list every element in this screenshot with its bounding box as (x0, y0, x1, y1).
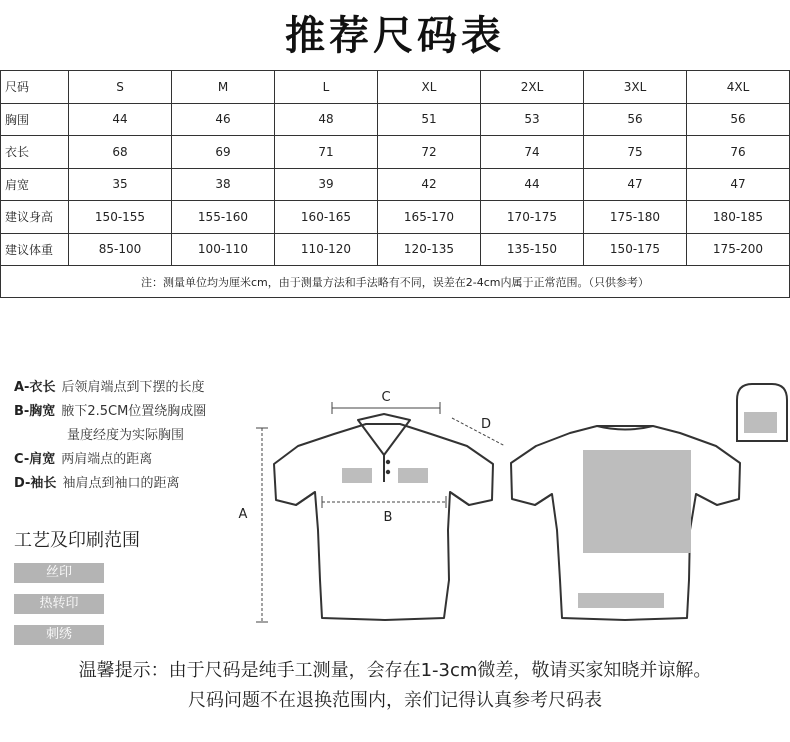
table-cell: 56 (687, 103, 790, 136)
table-header-cell: 3XL (584, 71, 687, 104)
table-cell: 74 (481, 136, 584, 169)
front-button (386, 470, 390, 474)
hem-print-area (578, 593, 664, 608)
table-cell: 68 (69, 136, 172, 169)
cap-outline (737, 384, 787, 441)
table-header-cell: S (69, 71, 172, 104)
table-cell: 衣长 (1, 136, 69, 169)
legend-text: 后领肩端点到下摆的长度 (61, 380, 205, 395)
table-cell: 48 (275, 103, 378, 136)
legend-key: B-胸宽 (14, 404, 56, 419)
table-cell: 38 (172, 168, 275, 201)
legend-text: 腋下2.5CM位置绕胸成圈 (61, 404, 207, 419)
legend-key: C-肩宽 (14, 452, 56, 467)
measure-label-b: B (383, 510, 393, 525)
table-cell: 120-135 (378, 233, 481, 266)
back-print-area (583, 450, 691, 553)
table-cell: 175-200 (687, 233, 790, 266)
table-header-cell: L (275, 71, 378, 104)
table-cell: 35 (69, 168, 172, 201)
legend-text: 袖肩点到袖口的距离 (62, 476, 180, 491)
craft-badge-embroidery: 刺绣 (14, 625, 104, 645)
table-cell: 44 (69, 103, 172, 136)
table-cell: 胸围 (1, 103, 69, 136)
measure-label-d: D (480, 417, 492, 432)
table-cell: 44 (481, 168, 584, 201)
measurement-note: 注：测量单位均为厘米cm，由于测量方法和手法略有不同，误差在2-4cm内属于正常范围。（只供参考） (1, 266, 790, 298)
table-cell: 170-175 (481, 201, 584, 234)
craft-badge-heat-transfer: 热转印 (14, 594, 104, 614)
chest-print-area-left (342, 468, 372, 483)
table-header-cell: 尺码 (1, 71, 69, 104)
table-cell: 56 (584, 103, 687, 136)
legend-text: 量度经度为实际胸围 (67, 428, 185, 443)
table-cell: 100-110 (172, 233, 275, 266)
craft-section-title: 工艺及印刷范围 (14, 530, 140, 551)
table-cell: 建议体重 (1, 233, 69, 266)
measure-label-a: A (238, 507, 248, 522)
legend-key: D-袖长 (14, 476, 57, 491)
legend-key: A-衣长 (14, 380, 56, 395)
table-cell: 53 (481, 103, 584, 136)
table-cell: 69 (172, 136, 275, 169)
front-button (386, 460, 390, 464)
table-cell: 51 (378, 103, 481, 136)
table-header-cell: 4XL (687, 71, 790, 104)
table-cell: 150-175 (584, 233, 687, 266)
table-cell: 建议身高 (1, 201, 69, 234)
cap-print-area (744, 412, 777, 433)
warm-tip-line-2: 尺码问题不在退换范围内，亲们记得认真参考尺码表 (188, 690, 602, 711)
table-cell: 76 (687, 136, 790, 169)
table-cell: 72 (378, 136, 481, 169)
craft-badge-silkscreen: 丝印 (14, 563, 104, 583)
table-cell: 42 (378, 168, 481, 201)
table-cell: 47 (584, 168, 687, 201)
table-cell: 39 (275, 168, 378, 201)
table-cell: 75 (584, 136, 687, 169)
table-cell: 110-120 (275, 233, 378, 266)
table-cell: 165-170 (378, 201, 481, 234)
table-cell: 85-100 (69, 233, 172, 266)
table-cell: 135-150 (481, 233, 584, 266)
measure-line-d (452, 418, 505, 446)
table-cell: 150-155 (69, 201, 172, 234)
table-cell: 71 (275, 136, 378, 169)
warm-tip-line-1: 温馨提示：由于尺码是纯手工测量，会存在1-3cm微差，敬请买家知晓并谅解。 (78, 660, 712, 681)
table-cell: 肩宽 (1, 168, 69, 201)
table-header-cell: XL (378, 71, 481, 104)
table-header-cell: 2XL (481, 71, 584, 104)
table-cell: 175-180 (584, 201, 687, 234)
measure-label-c: C (381, 390, 391, 405)
table-cell: 47 (687, 168, 790, 201)
table-cell: 46 (172, 103, 275, 136)
page-title: 推荐尺码表 (285, 13, 505, 59)
chest-print-area-right (398, 468, 428, 483)
table-cell: 180-185 (687, 201, 790, 234)
table-header-cell: M (172, 71, 275, 104)
legend-text: 两肩端点的距离 (61, 452, 153, 467)
table-cell: 160-165 (275, 201, 378, 234)
table-cell: 155-160 (172, 201, 275, 234)
